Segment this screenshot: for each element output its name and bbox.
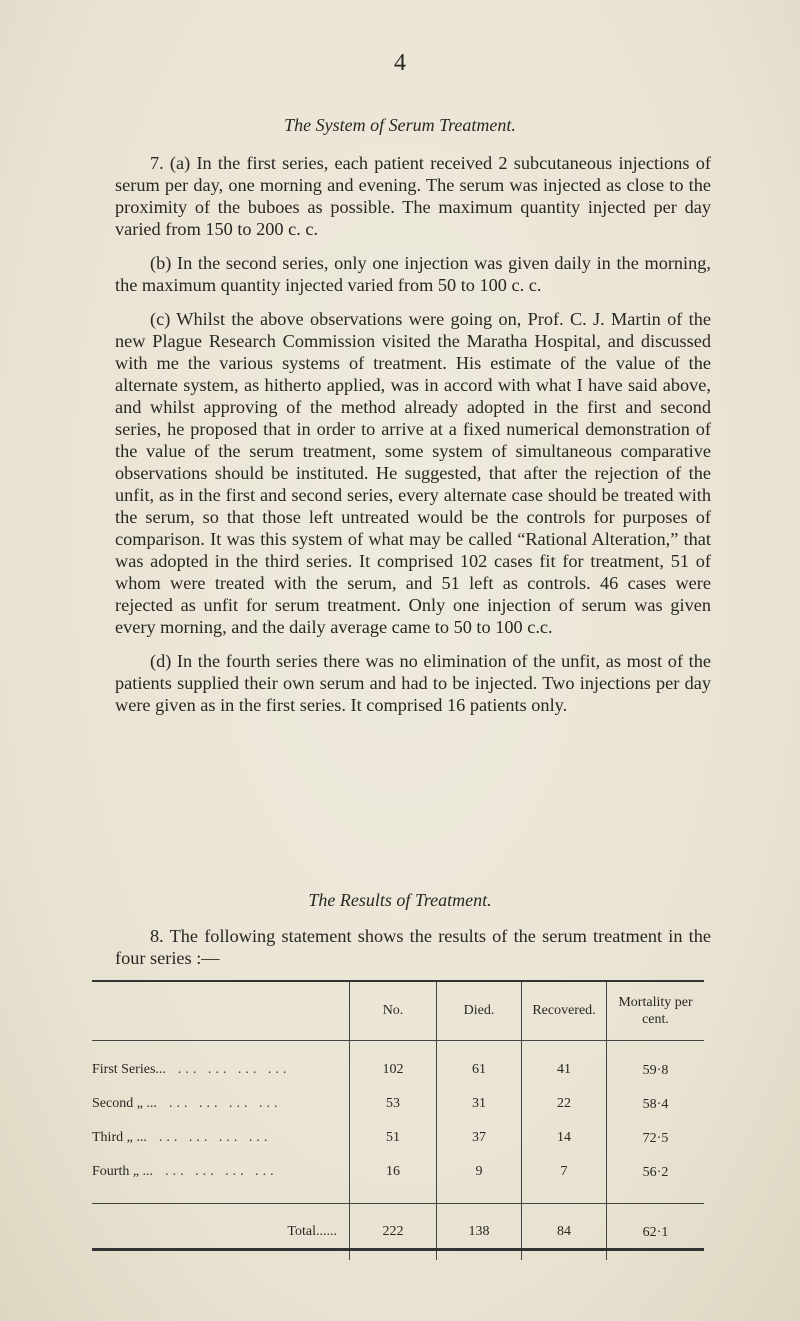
row-dots: ... ... ... ... [165,1164,278,1179]
cell-mortality: 59·8 [642,1062,669,1078]
total-no: 222 [382,1224,404,1239]
table-row [92,1155,704,1189]
header-no: No. [382,1003,404,1018]
results-table [92,982,704,1260]
table-row [92,1087,704,1121]
cell-recovered: 22 [557,1096,571,1111]
row-label: Second „ ... [92,1096,157,1111]
cell-died: 9 [475,1164,483,1179]
row-dots: ... ... ... ... [158,1130,272,1145]
row-label: Third „ ... [92,1130,147,1145]
paragraph-7c: (c) Whilst the above observations were going on, Prof. C. J. Martin of the new Plague Research Commission visited the Maratha Hospital, and discussed with me the various systems of treatment. His estimate of the value of the alternate system, as hitherto applied, was in accord with what I have said above, and whilst approving of the method already adopted in the first and second series, he proposed that in order to arrive at a fixed numerical demonstration of the value of the serum treatment, some system of simultaneous comparative observations should be instituted. He suggested, that after the rejection of the unfit, as in the first and second series, every alternate case should be treated with the serum, so that those left untreated would be the controls for purposes of comparison. It was this system of what may be called “Rational Alteration,” that was adopted in the third series. It comprised 102 cases fit for treatment, 51 of whom were treated with the serum, and 51 left as controls. 46 cases were rejected as unfit for serum treatment. Only one injection of serum was given every morning, and the daily average came to 50 to 100 c.c. [115,309,711,637]
body-text-8 [115,925,711,969]
body-text-7 [115,152,711,716]
total-label: Total...... [287,1224,337,1239]
row-label: First Series... [92,1062,166,1077]
row-dots: ... ... ... ... [168,1096,282,1111]
page-number: 4 [394,50,406,76]
paragraph-7a: 7. (a) In the first series, each patient received 2 subcutaneous injections of serum per day, one morning and evening. The serum was injected as close to the proximity of the buboes as possible. The maximum quantity injected per day varied from 150 to 200 c. c. [115,153,711,239]
table-bottom-rule [92,1248,704,1251]
paragraph-7b: (b) In the second series, only one injection was given daily in the morning, the maximum quantity injected varied from 50 to 100 c. c. [115,253,711,295]
row-label: Fourth „ ... [92,1164,154,1179]
cell-mortality: 56·2 [642,1164,669,1180]
cell-died: 37 [472,1130,486,1145]
cell-mortality: 72·5 [642,1130,669,1146]
row-dots: ... ... ... ... [177,1062,291,1077]
table-header-row [92,982,704,1041]
cell-recovered: 7 [560,1164,568,1179]
cell-mortality: 58·4 [642,1096,669,1112]
header-blank [92,982,349,1040]
total-recovered: 84 [557,1224,571,1239]
table-total-row [92,1203,704,1260]
cell-died: 31 [472,1096,486,1111]
cell-no: 53 [386,1096,400,1111]
cell-recovered: 41 [557,1062,571,1077]
paragraph-7d: (d) In the fourth series there was no elimination of the unfit, as most of the patients supplied their own serum and had to be injected. Two injections per day were given as in the first series. It comprised 16 patients only. [115,651,711,715]
section-heading-serum: The System of Serum Treatment. [284,115,516,135]
section-heading-results: The Results of Treatment. [308,890,492,910]
header-died: Died. [463,1003,495,1018]
table-row [92,1053,704,1087]
cell-no: 51 [386,1130,400,1145]
total-mortality: 62·1 [642,1224,669,1240]
cell-no: 16 [386,1164,400,1179]
cell-recovered: 14 [557,1130,571,1145]
total-died: 138 [468,1224,490,1239]
paragraph-8: 8. The following statement shows the results of the serum treatment in the four series :— [115,926,711,968]
header-recovered: Recovered. [532,1003,596,1018]
cell-died: 61 [472,1062,486,1077]
table-row [92,1121,704,1155]
cell-no: 102 [382,1062,404,1077]
header-mortality: Mortality per cent. [618,995,693,1027]
